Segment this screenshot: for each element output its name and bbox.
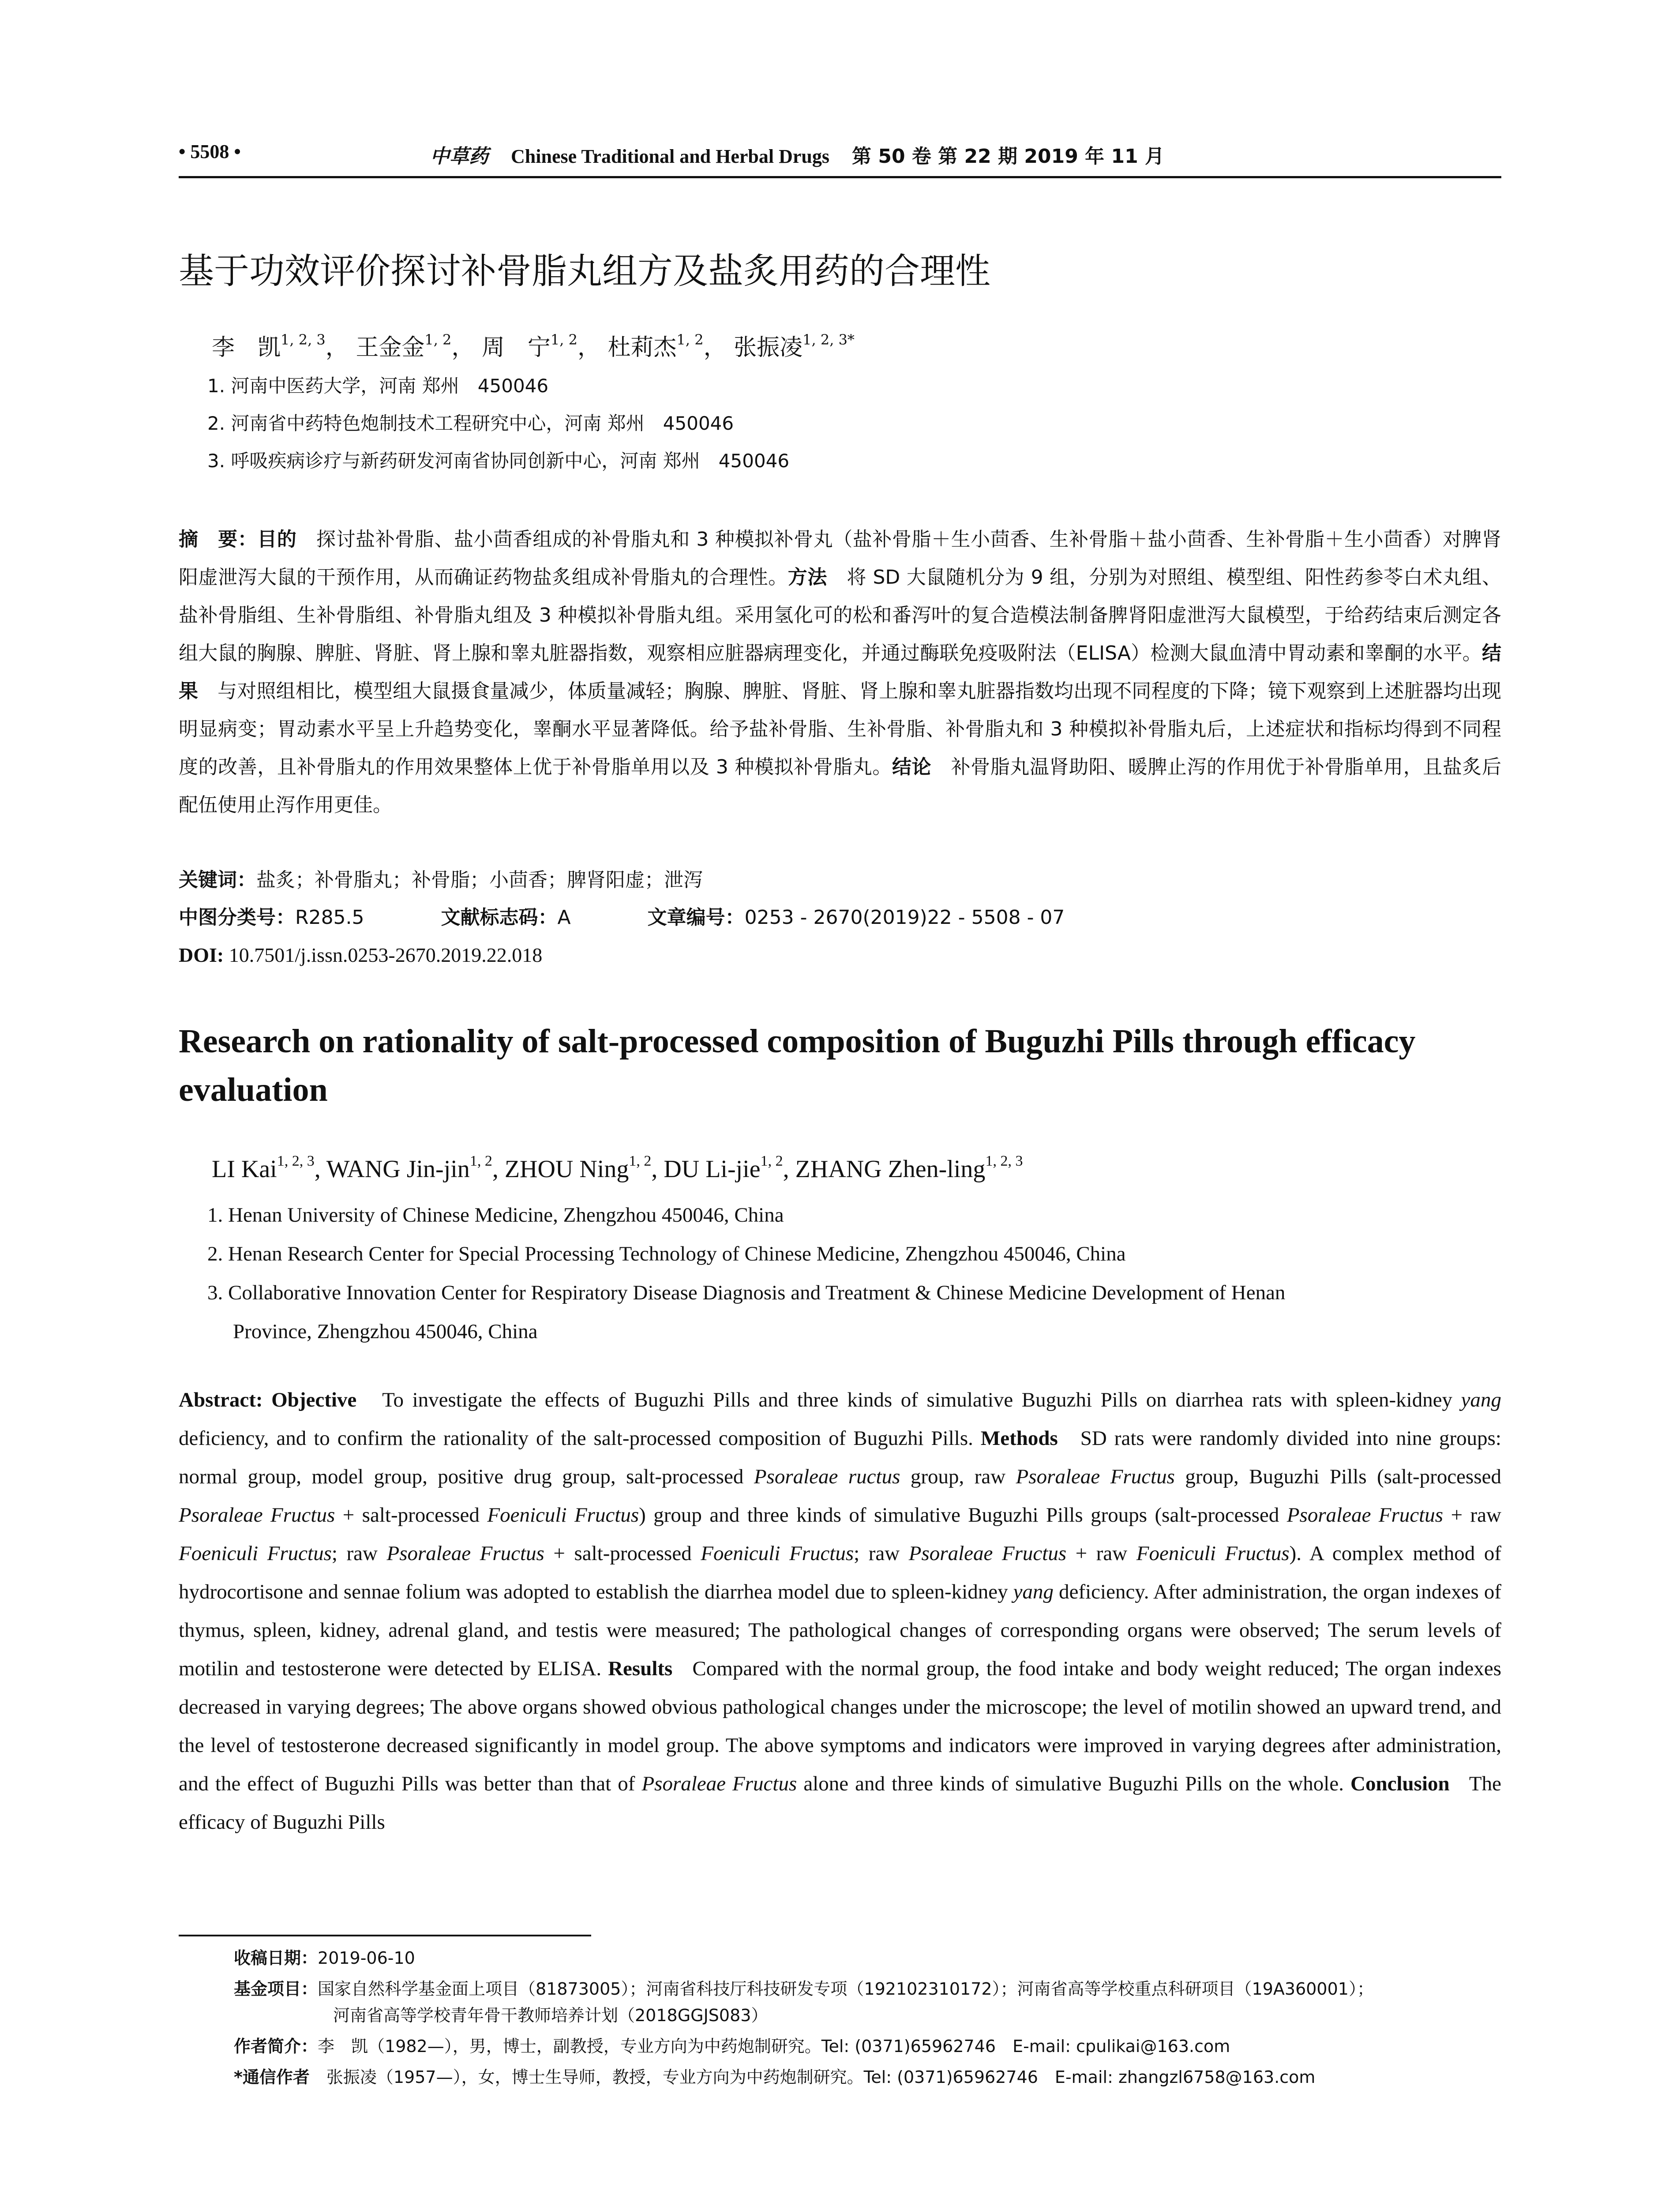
header-rule	[179, 176, 1501, 178]
journal-issue: 第 50 卷 第 22 期 2019 年 11 月	[852, 145, 1165, 168]
author-cn-sup: 1, 2, 3	[281, 331, 326, 348]
page-number: • 5508 •	[179, 141, 241, 162]
abstract-en-italic: yang	[1461, 1388, 1501, 1411]
objective-cn: 探讨盐补骨脂、盐小茴香组成的补骨脂丸和 3 种模拟补骨丸（盐补骨脂＋生小茴香、生补骨脂＋盐小茴香、生补骨脂＋生小茴香）对脾肾阳虚泄泻大鼠的干预作用，从而确证药物盐炙组成补骨脂丸的合理性。	[179, 528, 1502, 589]
authors-en: LI Kai$^{1, 2, 3}$, WANG Jin-jin$^{1, 2}$, ZHOU Ning$^{1, 2}$, DU Li-jie$^{1, 2}$, ZHANG Zhen-ling$^{1, 2, 3}$	[212, 1153, 1023, 1183]
abstract-en-italic: Psoraleae Fructus	[641, 1772, 797, 1795]
abstract-cn	[179, 521, 1501, 824]
methods-cn: 将 SD 大鼠随机分为 9 组，分别为对照组、模型组、阳性药参苓白术丸组、盐补骨脂组、生补骨脂组、补骨脂丸组及 3 种模拟补骨脂丸组。采用氢化可的松和番泻叶的复合造模法制备脾肾阳虚泄泻大鼠模型，于给药结束后测定各组大鼠的胸腺、脾脏、肾脏、肾上腺和睾丸脏器指数，观察相应脏器病理变化，并通过酶联免疫吸附法（ELISA）检测大鼠血清中胃动素和睾酮的水平。	[179, 566, 1502, 664]
abstract-en-text: ; raw	[854, 1542, 909, 1565]
affiliation-cn: 2. 河南省中药特色炮制技术工程研究中心，河南 郑州 450046	[207, 413, 734, 434]
abstract-en-italic: Psoraleae Fructus	[179, 1504, 335, 1527]
author-en: LI Kai	[212, 1156, 277, 1183]
keywords-value: 盐炙；补骨脂丸；补骨脂；小茴香；脾肾阳虚；泄泻	[256, 869, 703, 891]
author-en: WANG Jin-jin	[326, 1156, 470, 1183]
bio-text: 李 凯（1982—），男，博士，副教授，专业方向为中药炮制研究。Tel: (0371)65962746 E-mail: cpulikai@163.com	[318, 2037, 1230, 2056]
abstract-en-text: ; raw	[331, 1542, 387, 1565]
journal-title-cn: 中草药	[430, 145, 488, 168]
abstract-en-text: + salt-processed	[544, 1542, 701, 1565]
abstract-en-text: Compared with the normal group, the food intake and body weight reduced; The organ indexes decreased in varying degrees; The above organs showed obvious pathological changes under the microscope; the level of motilin showed an upward trend, and the level of testosterone decreased significantly in model group. The above symptoms and indicators were improved in varying degrees after administration, and the effect of Buguzhi Pills was better than that of	[179, 1657, 1501, 1795]
footnote-fund-cont: 河南省高等学校青年骨干教师培养计划（2018GGJS083）	[333, 2006, 768, 2025]
doc-code-value: A	[557, 906, 571, 929]
abstract-en-text: + raw	[1066, 1542, 1136, 1565]
affiliation-cn: 1. 河南中医药大学，河南 郑州 450046	[207, 375, 549, 397]
running-header	[179, 140, 1501, 176]
abstract-en-italic: yang	[1013, 1580, 1054, 1603]
affiliation-en: 1. Henan University of Chinese Medicine, Zhengzhou 450046, China	[207, 1204, 784, 1227]
authors-cn: 李 凯$^{1, 2, 3}$， 王金金$^{1, 2}$， 周 宁$^{1, 2}$， 杜莉杰$^{1, 2}$， 张振凌$^{1, 2, 3*}$	[212, 331, 855, 361]
author-en: DU Li-jie	[664, 1156, 761, 1183]
doi-value[interactable]: 10.7501/j.issn.0253-2670.2019.22.018	[229, 944, 543, 966]
journal-title	[430, 140, 1498, 169]
received-label: 收稿日期：	[234, 1948, 318, 1968]
abstract-en-italic: Foeniculi Fructus	[701, 1542, 854, 1565]
abstract-en-text: deficiency. After administration, the organ indexes of thymus, spleen, kidney, adrenal gland, and testis were measured; The pathological changes of corresponding organs were observed; The serum levels of motilin and testosterone were detected by ELISA.	[179, 1580, 1501, 1680]
abstract-en-text: ) group and three kinds of simulative Buguzhi Pills groups (salt-processed	[639, 1504, 1287, 1527]
author-cn-sup: 1, 2	[550, 331, 578, 348]
author-en-sup: 1, 2, 3	[277, 1153, 315, 1169]
author-cn: 周 宁	[481, 334, 551, 361]
abstract-en-italic: Psoraleae Fructus	[908, 1542, 1067, 1565]
footnote-corresponding	[234, 2065, 1500, 2090]
author-cn: 杜莉杰	[608, 334, 677, 361]
abstract-en-text: + salt-processed	[335, 1504, 488, 1527]
title-cn: 基于功效评价探讨补骨脂丸组方及盐炙用药的合理性	[179, 251, 990, 292]
conclusion-label-en: Conclusion	[1350, 1772, 1450, 1795]
abstract-en-italic: Psoraleae Fructus	[1016, 1465, 1175, 1488]
objective-label-cn: 目的	[257, 528, 297, 551]
abstract-en-text: ). A complex method of hydrocortisone and sennae folium was adopted to establish the diarrhea model due to spleen-kidney	[179, 1542, 1502, 1603]
corresponding-text: 张振凌（1957—），女，博士生导师，教授，专业方向为中药炮制研究。Tel: (0371)65962746 E-mail: zhangzl6758@163.com	[309, 2067, 1316, 2087]
footnote-bio	[234, 2034, 1500, 2059]
affiliation-cn: 3. 呼吸疾病诊疗与新药研发河南省协同创新中心，河南 郑州 450046	[207, 450, 790, 472]
keywords-label: 关键词：	[179, 869, 256, 891]
fund-label: 基金项目：	[234, 1979, 318, 1999]
doc-code-label: 文献标志码：	[441, 906, 558, 929]
bio-label: 作者简介：	[234, 2037, 318, 2056]
abstract-en-text: The efficacy of Buguzhi Pills	[179, 1772, 1501, 1834]
abstract-cn-label: 摘 要：	[179, 528, 258, 551]
methods-label-en: Methods	[980, 1427, 1058, 1450]
author-cn: 张振凌	[734, 334, 803, 361]
author-en-sup: 1, 2	[469, 1153, 492, 1169]
abstract-en-text: group, raw	[900, 1465, 1016, 1488]
abstract-en-italic: Foeniculi Fructus	[1136, 1542, 1290, 1565]
author-cn-sup: 1, 2	[424, 331, 452, 348]
received-date: 2019-06-10	[318, 1948, 415, 1968]
corresponding-label: *通信作者	[234, 2067, 310, 2087]
keywords-cn	[179, 865, 1501, 896]
author-cn: 王金金	[356, 334, 425, 361]
abstract-en-italic: Foeniculi Fructus	[179, 1542, 332, 1565]
abstract-en-text: + raw	[1443, 1504, 1501, 1527]
author-cn: 李 凯	[212, 334, 281, 361]
affiliation-en: 2. Henan Research Center for Special Processing Technology of Chinese Medicine, Zhengzhou 450046, China	[207, 1242, 1126, 1265]
abstract-en-italic: Psoraleae Fructus	[386, 1542, 544, 1565]
footnote-fund	[234, 1977, 1500, 2001]
author-en-sup: 1, 2	[629, 1153, 652, 1169]
affiliation-en-cont: Province, Zhengzhou 450046, China	[233, 1320, 538, 1343]
abstract-en-text: SD rats were randomly divided into nine groups: normal group, model group, positive drug group, salt-processed	[179, 1427, 1501, 1488]
results-cn: 与对照组相比，模型组大鼠摄食量减少，体质量减轻；胸腺、脾脏、肾脏、肾上腺和睾丸脏器指数均出现不同程度的下降；镜下观察到上述脏器均出现明显病变；胃动素水平呈上升趋势变化，睾酮水平显著降低。给予盐补骨脂、生补骨脂、补骨脂丸和 3 种模拟补骨脂丸后，上述症状和指标均得到不同程度的改善，且补骨脂丸的作用效果整体上优于补骨脂单用以及 3 种模拟补骨脂丸。	[179, 680, 1501, 778]
abstract-en-text: To investigate the effects of Buguzhi Pills and three kinds of simulative Buguzhi Pills on diarrhea rats with spleen-kidney	[382, 1388, 1461, 1411]
abstract-en-italic: Psoraleae Fructus	[1286, 1504, 1444, 1527]
article-number-value: 0253 - 2670(2019)22 - 5508 - 07	[744, 906, 1065, 929]
doi-label: DOI:	[179, 944, 224, 966]
abstract-en	[179, 1381, 1501, 1842]
title-en: Research on rationality of salt-processed composition of Buguzhi Pills through efficacy evaluation	[179, 1023, 1416, 1108]
journal-title-en: Chinese Traditional and Herbal Drugs	[511, 146, 830, 167]
doi-line	[179, 940, 1501, 971]
clc-label: 中图分类号：	[179, 906, 295, 929]
author-en-sup: 1, 2, 3	[985, 1153, 1023, 1169]
methods-label-cn: 方法	[788, 566, 827, 589]
affiliation-en: 3. Collaborative Innovation Center for Respiratory Disease Diagnosis and Treatment & Chinese Medicine Development of Henan	[207, 1281, 1286, 1304]
author-en: ZHANG Zhen-ling	[795, 1156, 986, 1183]
abstract-en-label: Abstract:	[179, 1388, 263, 1411]
classification-line	[179, 902, 1501, 933]
clc-value: R285.5	[295, 906, 364, 929]
conclusion-label-cn: 结论	[892, 756, 932, 778]
abstract-en-text: alone and three kinds of simulative Buguzhi Pills on the whole.	[797, 1772, 1351, 1795]
abstract-en-italic: Foeniculi Fructus	[487, 1504, 639, 1527]
abstract-en-italic: Psoraleae ructus	[754, 1465, 900, 1488]
fund-text: 国家自然科学基金面上项目（81873005）；河南省科技厅科技研发专项（192102310172）；河南省高等学校重点科研项目（19A360001）；	[318, 1979, 1374, 1999]
author-en: ZHOU Ning	[504, 1156, 629, 1183]
author-en-sup: 1, 2	[760, 1153, 783, 1169]
author-cn-sup: 1, 2, 3*	[802, 331, 855, 348]
footnote-received	[234, 1946, 1500, 1970]
conclusion-cn: 补骨脂丸温肾助阳、暖脾止泻的作用优于补骨脂单用，且盐炙后配伍使用止泻作用更佳。	[179, 756, 1502, 816]
objective-label-en: Objective	[271, 1388, 357, 1411]
results-label-en: Results	[608, 1657, 673, 1680]
abstract-en-text: deficiency, and to confirm the rationality of the salt-processed composition of Buguzhi Pills.	[179, 1427, 981, 1450]
article-number-label: 文章编号：	[647, 906, 745, 929]
results-label-cn: 结果	[179, 642, 1501, 702]
abstract-en-text: group, Buguzhi Pills (salt-processed	[1174, 1465, 1501, 1488]
author-cn-sup: 1, 2	[676, 331, 704, 348]
footnote-rule	[179, 1935, 591, 1936]
